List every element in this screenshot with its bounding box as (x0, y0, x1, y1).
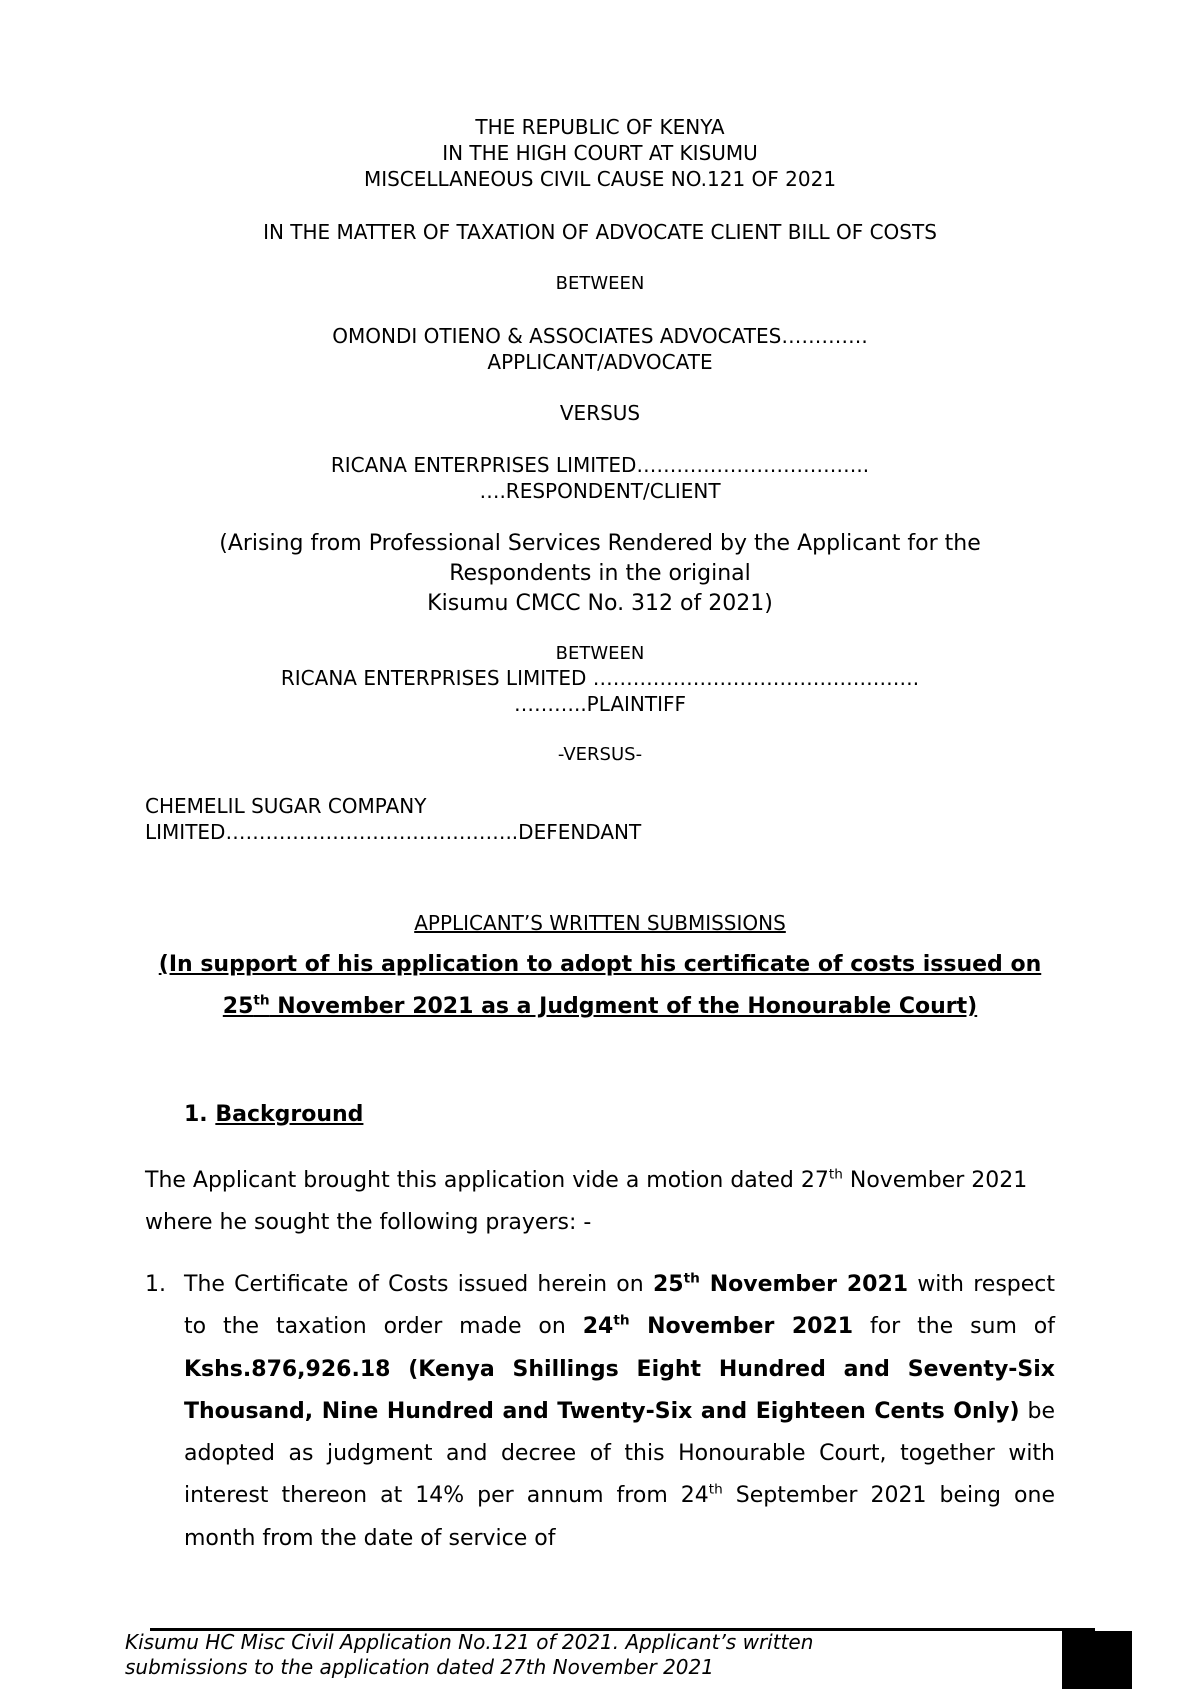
between-label-2: BETWEEN (555, 643, 645, 664)
court-heading (145, 114, 1055, 192)
section-number: 1. (184, 1102, 208, 1127)
versus-label-2: -VERSUS- (557, 744, 643, 765)
footer-line-2: submissions to the application dated 27th November 2021 (125, 1655, 714, 1679)
prayer-text: The Certificate of Costs issued herein on 25th November 2021 with respect to the taxation order made on 24th November 2021 for the sum of Kshs.876,926.18 (Kenya Shillings Eight Hundred and Seventy-Six Thousand, Nine Hundred and Twenty-Six and Eighteen Cents Only) be adopted as judgment and decree of this Honourable Court, together with interest thereon at 14% per annum from 24th September 2021 being one month from the date of service of (184, 1270, 1056, 1551)
matter-line: IN THE MATTER OF TAXATION OF ADVOCATE CLIENT BILL OF COSTS (263, 220, 937, 244)
prayer-number: 1. (145, 1272, 166, 1297)
applicant-party (145, 323, 1055, 375)
document-title: APPLICANT’S WRITTEN SUBMISSIONS (414, 911, 786, 935)
prayer-list-item (145, 1264, 1055, 1560)
section-label: Background (215, 1102, 364, 1127)
arising-line-2: Respondents in the original (449, 561, 751, 586)
document-subtitle: (In support of his application to adopt his certificate of costs issued on 25th November 2021 as a Judgment of the Honourable Court) (158, 952, 1042, 1019)
page-number: 1 (1114, 1647, 1128, 1672)
plaintiff-role: ………..PLAINTIFF (513, 692, 687, 716)
defendant-role: LIMITED……………………………………..DEFENDANT (145, 820, 642, 844)
respondent-name: RICANA ENTERPRISES LIMITED…………………………….. (330, 453, 870, 477)
arising-line-3: Kisumu CMCC No. 312 of 2021) (427, 591, 773, 616)
heading-cause-number: MISCELLANEOUS CIVIL CAUSE NO.121 OF 2021 (363, 167, 837, 191)
defendant-name: CHEMELIL SUGAR COMPANY (145, 794, 427, 818)
footer-line-1: Kisumu HC Misc Civil Application No.121 of 2021. Applicant’s written (125, 1630, 814, 1654)
applicant-name: OMONDI OTIENO & ASSOCIATES ADVOCATES…………. (332, 324, 868, 348)
versus-label: VERSUS (559, 401, 641, 425)
heading-court: IN THE HIGH COURT AT KISUMU (442, 141, 758, 165)
defendant-party (145, 793, 641, 845)
plaintiff-name: RICANA ENTERPRISES LIMITED …………………………………………. (280, 666, 920, 690)
respondent-party (145, 452, 1055, 504)
intro-paragraph: The Applicant brought this application vide a motion dated 27th November 2021 where he sought the following prayers: - (145, 1166, 1028, 1235)
prayer-amount: Kshs.876,926.18 (Kenya Shillings Eight Hundred and Seventy-Six Thousand, Nine Hundred and Twenty-Six and Eighteen Cents Only) (184, 1356, 1055, 1424)
arising-from-note (145, 529, 1055, 619)
page-footer (125, 1630, 1005, 1680)
respondent-role: ….RESPONDENT/CLIENT (479, 479, 721, 503)
section-heading-background (184, 1102, 363, 1127)
between-label: BETWEEN (555, 273, 645, 294)
applicant-role: APPLICANT/ADVOCATE (487, 350, 713, 374)
arising-line-1: (Arising from Professional Services Rendered by the Applicant for the (219, 531, 981, 556)
heading-republic: THE REPUBLIC OF KENYA (475, 115, 725, 139)
plaintiff-party (145, 665, 1055, 717)
